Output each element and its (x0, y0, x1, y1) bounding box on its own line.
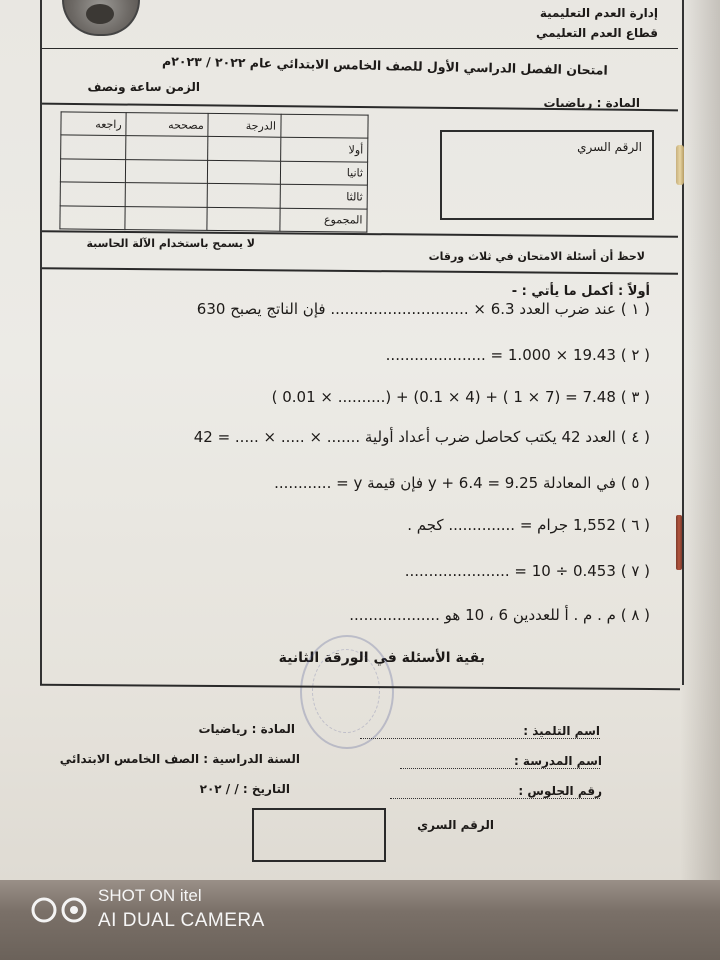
question-text: 1,552 جرام = .............. كجم . (407, 516, 616, 534)
question-text: العدد 42 يكتب كحاصل ضرب أعداد أولية ....... × ..... × ..... = 42 (193, 428, 616, 446)
grade-table (59, 111, 368, 232)
question-number: ( ٥ ) (620, 474, 650, 492)
question-number: ( ٣ ) (620, 388, 650, 406)
question-4 (50, 428, 650, 446)
grade-row-label: أولا (280, 138, 368, 162)
continue-note: بقية الأسئلة في الورقة الثانية (278, 650, 485, 666)
exam-title: امتحان الفصل الدراسي الأول للصف الخامس الابتدائي عام ٢٠٢٢ / ٢٠٢٣م (162, 53, 609, 78)
grade-row-label: المجموع (279, 208, 367, 232)
admin-dept: إدارة العدم التعليمية (539, 6, 658, 20)
question-number: ( ٦ ) (620, 516, 650, 534)
question-text: 0.453 ÷ 10 = ...................... (404, 562, 616, 580)
question-text: عند ضرب العدد 6.3 × ............................. فإن الناتج يصبح 630 (196, 300, 616, 318)
student-name-line (360, 738, 600, 739)
question-7 (70, 562, 650, 580)
binder-edge (676, 515, 682, 570)
secret-number-label: الرقم السري (577, 140, 642, 154)
calculator-note: لا يسمح باستخدام الآلة الحاسبة (86, 237, 255, 250)
question-3 (70, 388, 650, 406)
question-text: 7.48 = (7 × 1 ) + (4 × 0.1) + (.......... × 0.01 ) (271, 388, 616, 406)
watermark-line2: AI DUAL CAMERA (98, 910, 265, 931)
question-6 (70, 516, 650, 534)
paper-shadow (680, 0, 720, 905)
subject-label: المادة : رياضيات (543, 96, 640, 110)
question-5 (70, 474, 650, 492)
school-name-label: اسم المدرسة : (513, 754, 602, 768)
watermark-line1: SHOT ON itel (98, 886, 202, 905)
question-text: 19.43 × 1.000 = ..................... (385, 346, 616, 364)
grade-table-header: راجعه (61, 112, 126, 136)
question-1 (70, 300, 650, 318)
student-name-label: اسم التلميذ : (523, 724, 600, 738)
footer-secret-label: الرقم السري (417, 818, 494, 832)
question-8 (70, 606, 650, 624)
header-rule (42, 48, 678, 49)
binder-clip (676, 145, 684, 185)
pages-note: لاحظ أن أسئلة الامتحان في ثلاث ورقات (428, 250, 645, 263)
question-number: ( ٢ ) (620, 346, 650, 364)
question-number: ( ٤ ) (620, 428, 650, 446)
seat-number-line (390, 798, 600, 799)
grade-table-header: الدرجة (208, 113, 280, 137)
admin-sector: قطاع العدم التعليمي (536, 26, 658, 40)
grade-table-header (280, 114, 368, 138)
grade-row-label: ثانيا (280, 161, 368, 185)
question-text: في المعادلة 9.25 = y + 6.4 فإن قيمة y = ............ (274, 474, 616, 492)
question-number: ( ٧ ) (620, 562, 650, 580)
secret-number-box (440, 130, 654, 220)
footer-secret-box (252, 808, 386, 862)
question-text: م . م . أ للعددين 6 ، 10 هو ................... (349, 606, 616, 624)
seat-number-label: رقم الجلوس : (518, 784, 602, 798)
question-number: ( ١ ) (620, 300, 650, 318)
camera-lens-icon (30, 896, 92, 924)
section-title: أولاً : أكمل ما يأتي : - (511, 284, 650, 299)
footer-date: التاريخ : / / ٢٠٢ (199, 782, 290, 796)
footer-year: السنة الدراسية : الصف الخامس الابتدائي (59, 752, 300, 766)
question-number: ( ٨ ) (620, 606, 650, 624)
grade-table-header: مصححه (126, 113, 208, 137)
footer-subject: المادة : رياضيات (198, 722, 295, 736)
school-name-line (400, 768, 600, 769)
time-label: الزمن ساعة ونصف (87, 80, 200, 94)
school-stamp (300, 635, 394, 749)
grade-row-label: ثالثا (280, 184, 368, 208)
question-2 (70, 346, 650, 364)
